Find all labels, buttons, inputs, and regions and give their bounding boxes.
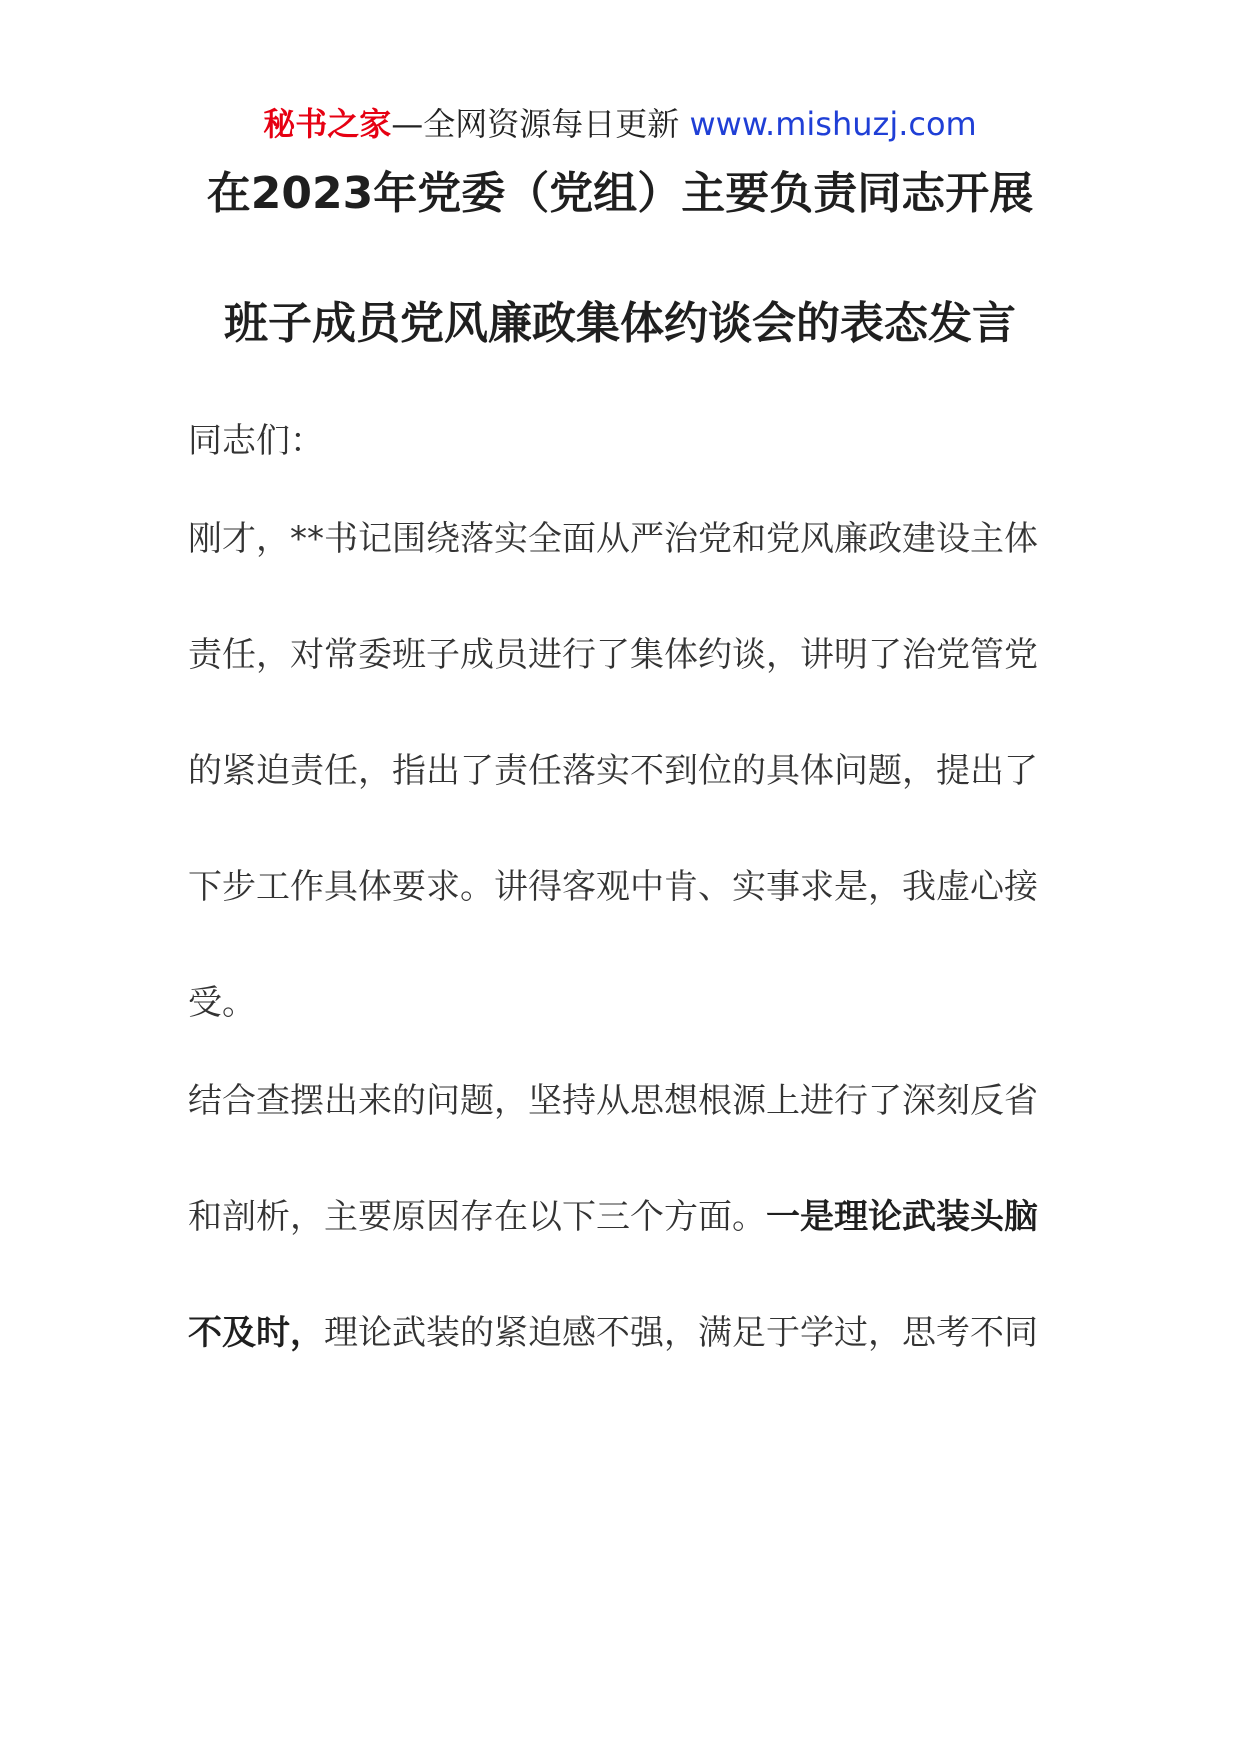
- brand-name: 秘书之家: [263, 105, 392, 143]
- paragraph-1-line-2: 责任，对常委班子成员进行了集体约谈，讲明了治党管党: [188, 635, 1038, 675]
- site-header: [0, 102, 1240, 146]
- paragraph-1-line-5: 受。: [188, 983, 256, 1023]
- paragraph-2-line-2: [188, 1194, 1048, 1240]
- paragraph-2-line-2-regular: 和剖析，主要原因存在以下三个方面。: [188, 1197, 766, 1237]
- header-tagline: —全网资源每日更新: [391, 105, 680, 143]
- paragraph-1-line-1: 刚才，**书记围绕落实全面从严治党和党风廉政建设主体: [188, 519, 1038, 559]
- paragraph-1-line-3: 的紧迫责任，指出了责任落实不到位的具体问题，提出了: [188, 751, 1038, 791]
- paragraph-2-line-3-regular: 理论武装的紧迫感不强，满足于学过，思考不同: [324, 1313, 1038, 1353]
- paragraph-1-line-4: 下步工作具体要求。讲得客观中肯、实事求是，我虚心接: [188, 867, 1038, 907]
- paragraph-2-line-1: 结合查摆出来的问题，坚持从思想根源上进行了深刻反省: [188, 1081, 1038, 1121]
- paragraph-2-line-3: [188, 1310, 1048, 1356]
- site-url-link[interactable]: www.mishuzj.com: [689, 105, 977, 143]
- paragraph-2-line-2-bold: 一是理论武装头脑: [766, 1197, 1038, 1237]
- document-title-line-1: 在2023年党委（党组）主要负责同志开展: [206, 168, 1034, 219]
- paragraph-2-line-3-bold: 不及时，: [188, 1313, 324, 1353]
- salutation: 同志们：: [188, 421, 324, 461]
- document-title-line-2: 班子成员党风廉政集体约谈会的表态发言: [224, 298, 1016, 349]
